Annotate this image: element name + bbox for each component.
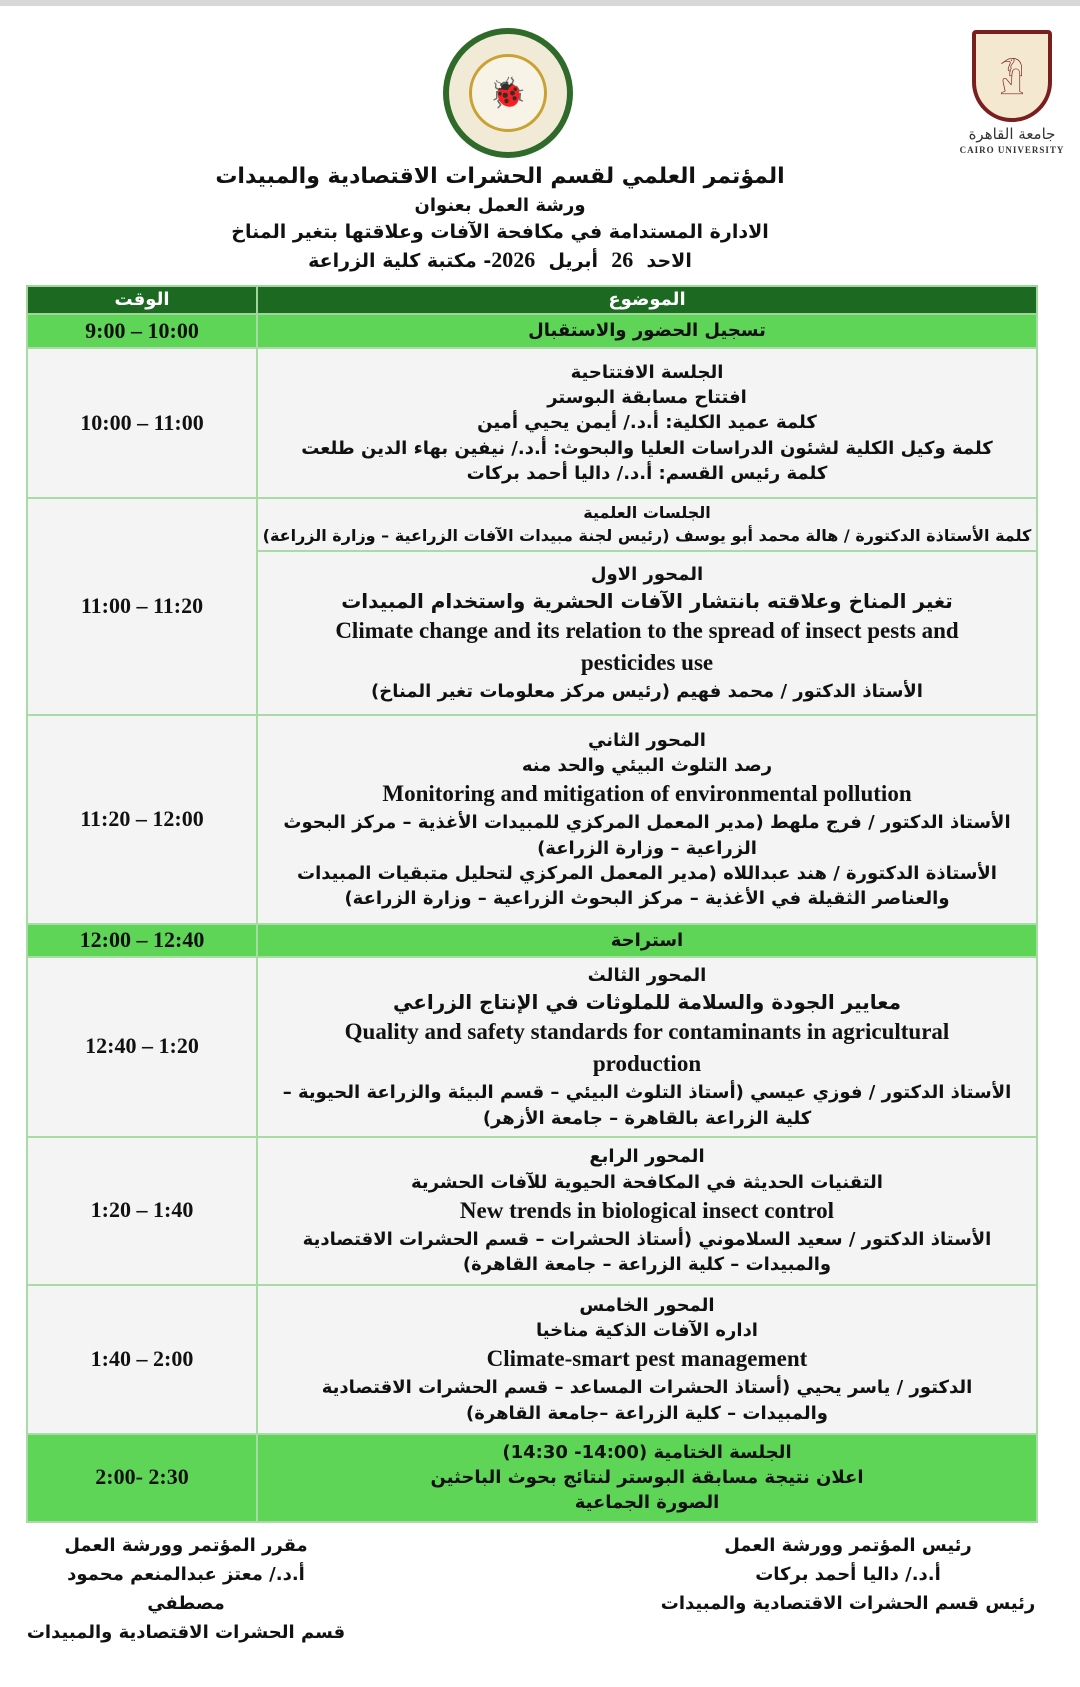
table-row: الجلسة الافتتاحية افتتاح مسابقة البوستر كلمة عميد الكلية: أ.د./ أيمن يحيي أمين كلمة وكيل الكلية لشئون الدراسات العليا والبحوث: أ.د./ نيفين بهاء الدين طلعت كلمة رئيس القسم: أ.د./ داليا أحمد بركات 11:00 – 10:00 [27, 348, 1037, 498]
cairo-university-logo [950, 30, 1074, 162]
table-row: المحور الخامس اداره الآفات الذكية مناخيا Climate-smart pest management الدكتور / ياسر يحيي (أستاذ الحشرات المساعد – قسم الحشرات الاقتصادية والمبيدات – كلية الزراعة –جامعة القاهرة) 2:00 – 1:40 [27, 1285, 1037, 1434]
conference-title: المؤتمر العلمي لقسم الحشرات الاقتصادية والمبيدات [215, 164, 785, 189]
table-row: المحور الثاني رصد التلوث البيئي والحد منه Monitoring and mitigation of environmental pollution الأستاذ الدكتور / فرج ملهط (مدير المعمل المركزي للمبيدات الأغذية – مركز البحوث الزراعية – وزارة الزراعة) الأستاذة الدكتورة / هند عبداللاه (مدير المعمل المركزي لتحليل متبقيات المبيدات والعناصر الثقيلة في الأغذية – مركز البحوث الزراعية – وزارة الزراعة) 12:00 – 11:20 [27, 715, 1037, 924]
page-header [120, 162, 880, 273]
date-place: الاحد 26 أبريل 2026- مكتبة كلية الزراعة [308, 247, 692, 272]
main-content [26, 285, 1038, 1687]
workshop-subtitle: ورشة العمل بعنوان [414, 195, 586, 216]
footer-chair: رئيس المؤتمر وورشة العمل أ.د./ داليا أحمد بركات رئيس قسم الحشرات الاقتصادية والمبيدات [660, 1534, 1036, 1614]
col-time: الوقت [27, 286, 257, 314]
table-row: المحور الرابع التقنيات الحديثة في المكافحة الحيوية للآفات الحشرية New trends in biological insect control الأستاذ الدكتور / سعيد السلاموني (أستاذ الحشرات – قسم الحشرات الاقتصادية والمبيدات – كلية الزراعة – جامعة القاهرة) 1:40 – 1:20 [27, 1137, 1037, 1285]
col-topic: الموضوع [257, 286, 1037, 314]
table-row: استراحة 12:40 – 12:00 [27, 924, 1037, 957]
logo-text-ar: جامعة القاهرة [968, 125, 1056, 143]
conference-logo [443, 28, 573, 158]
program-table [26, 285, 1038, 1523]
footer-rapporteur: مقرر المؤتمر وورشة العمل أ.د./ معتز عبدالمنعم محمود مصطفي قسم الحشرات الاقتصادية والمبيدات [26, 1534, 346, 1643]
table-row: الجلسة الختامية (14:00- 14:30) اعلان نتيجة مسابقة البوستر لنتائج بحوث الباحثين الصورة الجماعية 2:30 -2:00 [27, 1434, 1037, 1522]
top-border [0, 0, 1080, 6]
table-row: الجلسات العلمية كلمة الأستاذة الدكتورة / هالة محمد أبو يوسف (رئيس لجنة مبيدات الآفات الزراعية – وزارة الزراعة) 11:20 – 11:00 [27, 498, 1037, 551]
table-row: المحور الثالث معايير الجودة والسلامة للملوثات في الإنتاج الزراعي Quality and safety standards for contaminants in agricultural production الأستاذ الدكتور / فوزي عيسي (أستاذ التلوث البيئي – قسم البيئة والزراعة الحيوية – كلية الزراعة بالقاهرة – جامعة الأزهر) 1:20 – 12:40 [27, 957, 1037, 1137]
table-row: المحور الاول تغير المناخ وعلاقته بانتشار الآفات الحشرية واستخدام المبيدات Climate change and its relation to the spread of insect pests and pesticides use الأستاذ الدكتور / محمد فهيم (رئيس مركز معلومات تغير المناخ) [27, 551, 1037, 715]
ladybug-wheat-icon: 🐞 [469, 54, 547, 132]
logo-text-en: CAIRO UNIVERSITY [959, 145, 1065, 155]
table-row: تسجيل الحضور والاستقبال 10:00 – 9:00 [27, 314, 1037, 348]
workshop-title: الادارة المستدامة في مكافحة الآفات وعلاقتها بتغير المناخ [231, 221, 769, 243]
pharaoh-emblem-icon: 𓁟 [972, 30, 1052, 122]
signature-row [26, 1527, 1038, 1687]
